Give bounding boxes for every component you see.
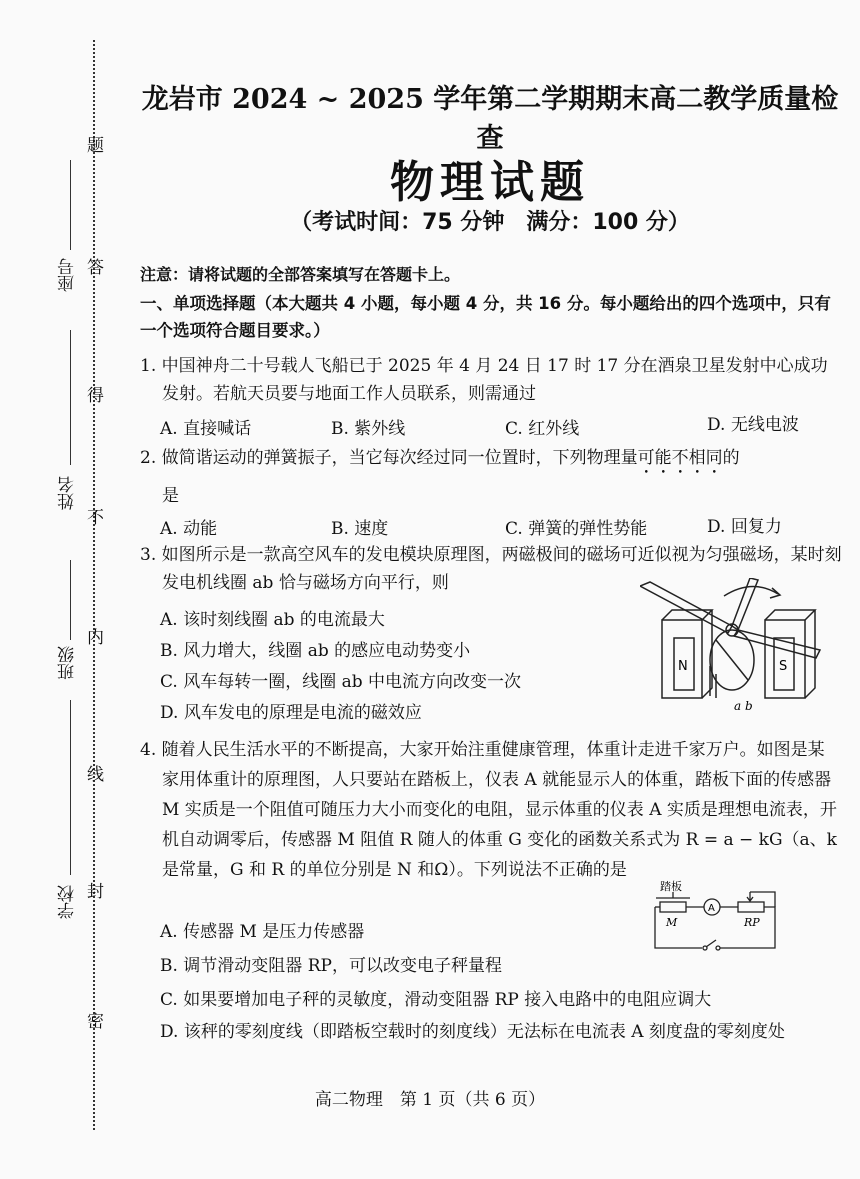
option-c[interactable]: C. 风车每转一圈，线圈 ab 中电流方向改变一次 xyxy=(160,672,522,692)
question-3-options xyxy=(160,605,521,729)
name-label: 姓名 xyxy=(58,476,78,510)
question-3 xyxy=(140,541,842,597)
question-1 xyxy=(140,352,840,408)
pedal-label: 踏板 xyxy=(660,880,682,893)
scale-circuit-figure xyxy=(650,880,785,960)
school-field[interactable] xyxy=(70,700,71,875)
coil-ab-label: a b xyxy=(734,699,753,713)
seal-char: 得 xyxy=(83,386,103,403)
class-label: 班级 xyxy=(58,646,78,680)
seal-char: 答 xyxy=(83,258,103,275)
question-stem: 4. 随着人民生活水平的不断提高，大家开始注重健康管理，体重计走进千家万户。如图是某家用体重计的原理图，人只要站在踏板上，仪表 A 就能显示人的体重，踏板下面的传感器 M 实质是一个阻值可随压力大小而变化的电阻，显示体重的仪表 A 实质是理想电流表，开机自动调零后，传感器 M 阻值 R 随人的体重 G 变化的函数关系式为 R = a − kG（a、k 是常量，G 和 R 的单位分别是 N 和Ω）。下列说法不正确的是 xyxy=(140,740,837,880)
school-label: 学校 xyxy=(58,885,78,919)
option-c[interactable]: C. 如果要增加电子秤的灵敏度，滑动变阻器 RP 接入电路中的电阻应调大 xyxy=(160,990,712,1010)
magnet-n-label: N xyxy=(678,659,688,674)
magnet-s-label: S xyxy=(779,659,788,674)
option-a[interactable]: A. 该时刻线圈 ab 的电流最大 xyxy=(160,610,385,630)
seal-char: 不 xyxy=(83,508,103,525)
name-field[interactable] xyxy=(70,330,71,465)
rheostat-rp-label: RP xyxy=(744,916,760,929)
option-d[interactable]: D. 风车发电的原理是电流的磁效应 xyxy=(160,703,422,723)
exam-meta: （考试时间：75 分钟 满分：100 分） xyxy=(290,210,690,235)
seat-label: 座号 xyxy=(58,258,78,292)
stem-text: 的 xyxy=(722,448,740,468)
notice: 注意：请将试题的全部答案填写在答题卡上。 xyxy=(140,265,461,284)
stem-text: 2. 做简谐运动的弹簧振子，当它每次经过同一位置时，下列物理量 xyxy=(140,448,638,468)
question-2 xyxy=(140,444,840,510)
option-a[interactable]: A. 传感器 M 是压力传感器 xyxy=(160,922,365,942)
exam-title: 龙岩市 2024 ~ 2025 学年第二学期期末高二教学质量检查 xyxy=(141,84,839,154)
option-b[interactable]: B. 紫外线 xyxy=(331,419,406,439)
stem-emphasis: 可能不相同 xyxy=(637,448,723,468)
option-c[interactable]: C. 红外线 xyxy=(505,419,580,439)
section-heading: 一、单项选择题（本大题共 4 小题，每小题 4 分，共 16 分。每小题给出的四个选项中，只有一个选项符合题目要求。） xyxy=(140,294,831,340)
seat-field[interactable] xyxy=(70,160,71,250)
option-b[interactable]: B. 风力增大，线圈 ab 的感应电动势变小 xyxy=(160,641,471,661)
ammeter-a-label: A xyxy=(708,903,715,914)
question-stem xyxy=(140,444,840,478)
page-footer: 高二物理 第 1 页（共 6 页） xyxy=(314,1090,546,1110)
seal-line xyxy=(93,40,95,1130)
windmill-generator-figure xyxy=(640,578,840,718)
class-field[interactable] xyxy=(70,560,71,640)
seal-char: 封 xyxy=(83,882,103,899)
seal-char: 内 xyxy=(83,628,103,645)
option-b[interactable]: B. 速度 xyxy=(331,519,389,539)
seal-char: 题 xyxy=(83,136,103,153)
seal-char: 线 xyxy=(83,765,103,782)
sensor-m-label: M xyxy=(666,916,678,929)
option-a[interactable]: A. 动能 xyxy=(160,519,218,539)
option-b[interactable]: B. 调节滑动变阻器 RP，可以改变电子秤量程 xyxy=(160,956,502,976)
option-a[interactable]: A. 直接喊话 xyxy=(160,419,252,439)
stem-text: 是 xyxy=(162,486,179,506)
question-4 xyxy=(140,735,840,885)
subject-title: 物理试题 xyxy=(390,157,590,208)
question-stem: 1. 中国神舟二十号载人飞船已于 2025 年 4 月 24 日 17 时 17 分在酒泉卫星发射中心成功发射。若航天员要与地面工作人员联系，则需通过 xyxy=(140,356,828,404)
option-c[interactable]: C. 弹簧的弹性势能 xyxy=(505,519,648,539)
option-d[interactable]: D. 回复力 xyxy=(707,517,782,537)
question-stem: 3. 如图所示是一款高空风车的发电模块原理图，两磁极间的磁场可近似视为匀强磁场，某时刻发电机线圈 ab 恰与磁场方向平行，则 xyxy=(140,545,842,593)
option-d[interactable]: D. 无线电波 xyxy=(707,415,799,435)
seal-char: 密 xyxy=(83,1012,103,1029)
option-d[interactable]: D. 该秤的零刻度线（即踏板空载时的刻度线）无法标在电流表 A 刻度盘的零刻度处 xyxy=(160,1022,785,1042)
